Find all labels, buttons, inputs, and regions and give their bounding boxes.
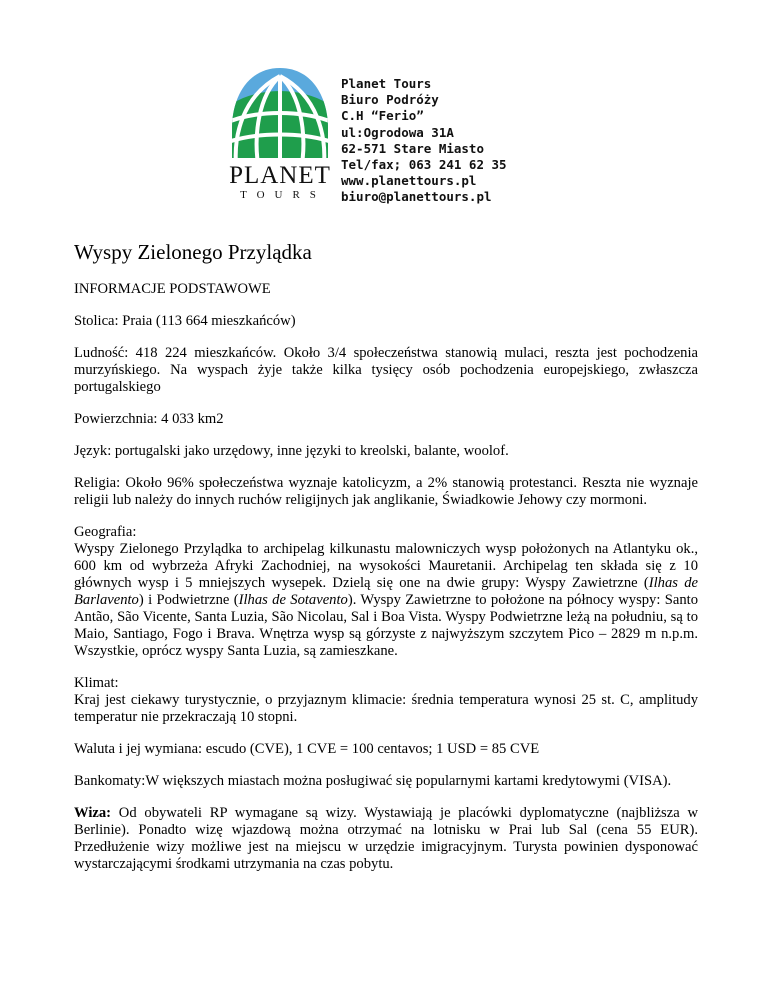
logo-wordmark: PLANET: [229, 162, 331, 189]
population-info: Ludność: 418 224 mieszkańców. Około 3/4 społeczeństwa stanowią mulaci, reszta jest pochodzenia murzyńskiego. Na wyspach żyje także kilka tysięcy osób pochodzenia europejskiego, zwłaszcza portugalskiego: [74, 345, 698, 395]
geography-text: [74, 541, 698, 660]
geography-part-3: ). Wyspy Zawietrzne to położone na północy wyspy: Santo Antão, São Vicente, Santa Luzia, São Nicolau, Sal i Boa Vista. Wyspy Podwietrzne leżą na południu, są to Maio, Santiago, Fogo i Brava. Wnętrza wysp są górzyste z najwyższym szczytem Pico – 2829 m n.p.m. Wszystkie, oprócz wyspy Santa Luzia, są zamieszkane.: [74, 592, 699, 659]
area-info: Powierzchnia: 4 033 km2: [74, 411, 224, 427]
currency-info: Waluta i jej wymiana: escudo (CVE), 1 CVE = 100 centavos; 1 USD = 85 CVE: [74, 741, 540, 757]
shopping-center: C.H “Ferio”: [341, 108, 424, 124]
email: biuro@planettours.pl: [341, 189, 492, 205]
letterhead: [228, 66, 558, 206]
language-info: Język: portugalski jako urzędowy, inne języki to kreolski, balante, woolof.: [74, 443, 509, 459]
logo-subtitle: TOURS: [240, 189, 326, 201]
visa-text: Od obywateli RP wymagane są wizy. Wystawiają je placówki dyplomatyczne (najbliższa w Berlinie). Ponadto wizę wjazdową można otrzymać na lotnisku w Prai lub Sal (cena 55 EUR). Przedłużenie wizy możliwe jest na miejscu w urzędzie imigracyjnym. Turysta powinien dysponować wystarczającymi środkami utrzymania na czas pobytu.: [74, 805, 698, 872]
geography-italic-2: Ilhas de Sotavento: [238, 592, 348, 608]
climate-text: Kraj jest ciekawy turystycznie, o przyjaznym klimacie: średnia temperatura wynosi 25 st. C, amplitudy temperatur nie przekraczają 10 stopni.: [74, 692, 698, 725]
planet-tours-logo: [228, 66, 332, 201]
religion-info: Religia: Około 96% społeczeństwa wyznaje katolicyzm, a 2% stanowią protestanci. Reszta nie wyznaje religii lub należy do innych ruchów religijnych jak anglikanie, Świadkowie Jehowy czy mormoni.: [74, 475, 698, 508]
phone-fax: Tel/fax; 063 241 62 35: [341, 157, 507, 173]
section-basic-info: INFORMACJE PODSTAWOWE: [74, 281, 271, 297]
geography-italic-1: Ilhas de Barlavento: [74, 575, 698, 608]
postal-city: 62-571 Stare Miasto: [341, 140, 484, 156]
atm-info: Bankomaty:W większych miastach można posługiwać się popularnymi kartami kredytowymi (VISA).: [74, 773, 672, 789]
street-address: ul:Ogrodowa 31A: [341, 124, 454, 140]
company-name: Planet Tours: [341, 76, 432, 91]
geography-heading: Geografia:: [74, 524, 137, 540]
globe-icon: [228, 66, 332, 164]
geography-part-2: ) i Podwietrzne (: [138, 592, 239, 608]
visa-info: [74, 805, 698, 873]
visa-label: Wiza:: [74, 805, 112, 821]
capital-info: Stolica: Praia (113 664 mieszkańców): [74, 313, 296, 329]
document-body: [74, 240, 698, 888]
page-title: Wyspy Zielonego Przylądka: [74, 240, 312, 264]
geography-part-1: Wyspy Zielonego Przylądka to archipelag kilkunastu malowniczych wysp położonych na Atlantyku ok., 600 km od wybrzeża Afryki Zachodniej, na wysokości Mauretanii. Archipelag ten składa się z 10 głównych wysp i 5 mniejszych wysepek. Dzielą się one na dwie grupy: Wyspy Zawietrzne (: [74, 541, 698, 591]
website: www.planettours.pl: [341, 173, 477, 189]
climate-heading: Klimat:: [74, 675, 119, 691]
contact-block: [341, 76, 507, 206]
company-type: Biuro Podróży: [341, 92, 439, 108]
